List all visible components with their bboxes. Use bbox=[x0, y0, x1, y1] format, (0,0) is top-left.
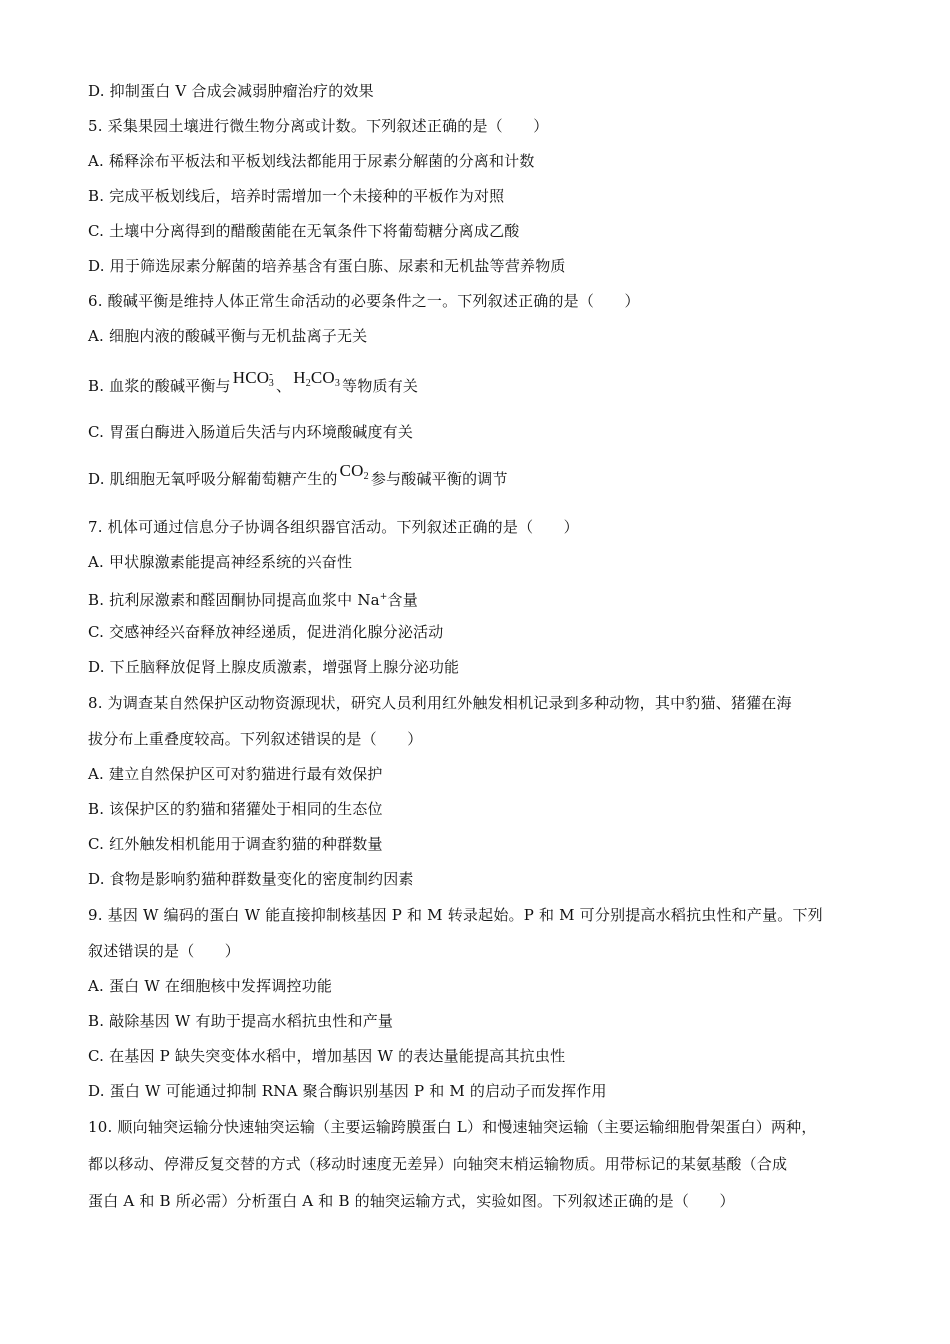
q4-option-d: D. 抑制蛋白 V 合成会减弱肿瘤治疗的效果 bbox=[88, 82, 374, 100]
q6-option-b-prefix: B. 血浆的酸碱平衡与 bbox=[88, 377, 231, 395]
q8-option-b: B. 该保护区的豹猫和猪獾处于相同的生态位 bbox=[88, 800, 383, 818]
q9-stem-line2: 叙述错误的是（ ） bbox=[88, 942, 241, 960]
q8-stem-line2: 拔分布上重叠度较高。下列叙述错误的是（ ） bbox=[88, 730, 423, 748]
q9-stem-line1: 9. 基因 W 编码的蛋白 W 能直接抑制核基因 P 和 M 转录起始。P 和 M 可分别提高水稻抗虫性和产量。下列 bbox=[88, 906, 823, 924]
q8-stem-line1: 8. 为调查某自然保护区动物资源现状，研究人员利用红外触发相机记录到多种动物，其中豹猫、猪獾在海 bbox=[88, 694, 792, 712]
q10-stem-line1: 10. 顺向轴突运输分快速轴突运输（主要运输跨膜蛋白 L）和慢速轴突运输（主要运输细胞骨架蛋白）两种， bbox=[88, 1118, 817, 1136]
separator: 、 bbox=[276, 377, 292, 395]
q8-option-c: C. 红外触发相机能用于调查豹猫的种群数量 bbox=[88, 835, 383, 853]
q8-option-d: D. 食物是影响豹猫种群数量变化的密度制约因素 bbox=[88, 870, 414, 888]
q6-option-c: C. 胃蛋白酶进入肠道后失活与内环境酸碱度有关 bbox=[88, 423, 414, 441]
q10-stem-line2: 都以移动、停滞反复交替的方式（移动时速度无差异）向轴突末梢运输物质。用带标记的某氨基酸（合成 bbox=[88, 1155, 788, 1173]
q10-stem-line3: 蛋白 A 和 B 所必需）分析蛋白 A 和 B 的轴突运输方式，实验如图。下列叙述正确的是（ ） bbox=[88, 1192, 735, 1210]
q5-stem: 5. 采集果园土壤进行微生物分离或计数。下列叙述正确的是（ ） bbox=[88, 117, 549, 135]
q9-option-d: D. 蛋白 W 可能通过抑制 RNA 聚合酶识别基因 P 和 M 的启动子而发挥作用 bbox=[88, 1082, 607, 1100]
co2-formula: $CO_2$ bbox=[339, 461, 369, 482]
q6-option-d bbox=[88, 461, 508, 489]
q7-option-c: C. 交感神经兴奋释放神经递质，促进消化腺分泌活动 bbox=[88, 623, 444, 641]
q8-option-a: A. 建立自然保护区可对豹猫进行最有效保护 bbox=[88, 765, 383, 783]
q7-option-d: D. 下丘脑释放促肾上腺皮质激素，增强肾上腺分泌功能 bbox=[88, 658, 460, 676]
q6-stem: 6. 酸碱平衡是维持人体正常生命活动的必要条件之一。下列叙述正确的是（ ） bbox=[88, 292, 640, 310]
bicarbonate-formula: $HCO^-_3$ bbox=[232, 368, 274, 389]
q9-option-c: C. 在基因 P 缺失突变体水稻中，增加基因 W 的表达量能提高其抗虫性 bbox=[88, 1047, 566, 1065]
q6-option-b-suffix: 等物质有关 bbox=[342, 377, 419, 395]
q6-option-a: A. 细胞内液的酸碱平衡与无机盐离子无关 bbox=[88, 327, 368, 345]
q7-option-a: A. 甲状腺激素能提高神经系统的兴奋性 bbox=[88, 553, 353, 571]
q5-option-d: D. 用于筛选尿素分解菌的培养基含有蛋白胨、尿素和无机盐等营养物质 bbox=[88, 257, 566, 275]
q9-option-b: B. 敲除基因 W 有助于提高水稻抗虫性和产量 bbox=[88, 1012, 394, 1030]
q6-option-d-prefix: D. 肌细胞无氧呼吸分解葡萄糖产生的 bbox=[88, 470, 338, 488]
q7-stem: 7. 机体可通过信息分子协调各组织器官活动。下列叙述正确的是（ ） bbox=[88, 518, 579, 536]
q7-option-b: B. 抗利尿激素和醛固酮协同提高血浆中 Na+含量 bbox=[88, 591, 418, 609]
q5-option-a: A. 稀释涂布平板法和平板划线法都能用于尿素分解菌的分离和计数 bbox=[88, 152, 535, 170]
q9-option-a: A. 蛋白 W 在细胞核中发挥调控功能 bbox=[88, 977, 333, 995]
q6-option-b bbox=[88, 368, 419, 395]
carbonic-acid-formula: $H_2CO_3$ bbox=[293, 368, 341, 389]
q6-option-d-suffix: 参与酸碱平衡的调节 bbox=[370, 470, 508, 488]
q5-option-b: B. 完成平板划线后，培养时需增加一个未接种的平板作为对照 bbox=[88, 187, 505, 205]
q5-option-c: C. 土壤中分离得到的醋酸菌能在无氧条件下将葡萄糖分离成乙酸 bbox=[88, 222, 520, 240]
